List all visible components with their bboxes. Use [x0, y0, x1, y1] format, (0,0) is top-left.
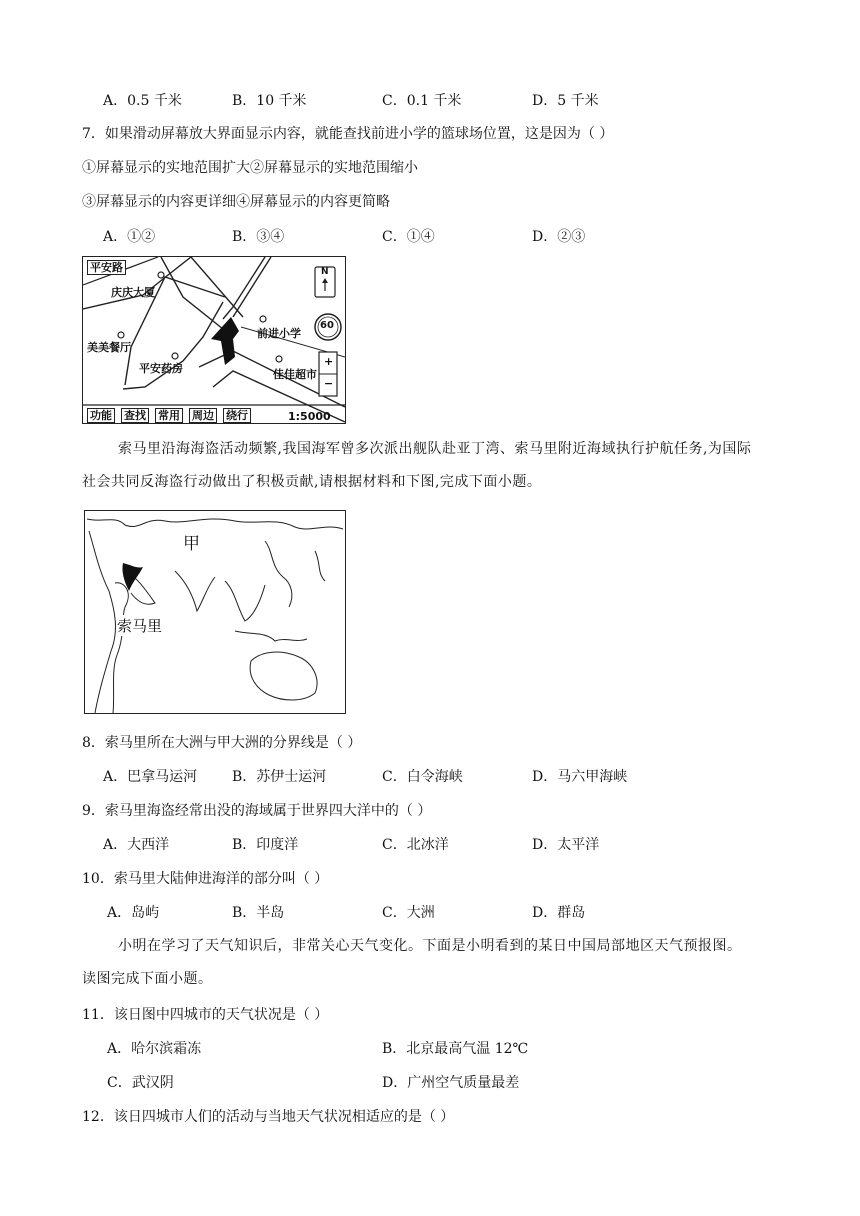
- place-jiajia-supermarket: 佳佳超市: [273, 368, 317, 381]
- map-scale: 1:5000: [288, 410, 331, 423]
- label-somalia: 索马里: [117, 617, 163, 635]
- q11-stem: 11．该日图中四城市的天气状况是（ ）: [82, 1007, 329, 1023]
- q7-statement-line-1: ①屏幕显示的实地范围扩大②屏幕显示的实地范围缩小: [82, 160, 418, 176]
- q7-option-b[interactable]: B．③④: [232, 229, 285, 245]
- weather-intro-line-2: 读图完成下面小题。: [82, 971, 213, 987]
- toolbar-favorites-button[interactable]: 常用: [155, 408, 183, 423]
- world-map-outline: [85, 511, 345, 713]
- q11-option-d[interactable]: D．广州空气质量最差: [382, 1075, 520, 1091]
- q7-statement-line-2: ③屏幕显示的内容更详细④屏幕显示的内容更简略: [82, 194, 390, 210]
- q8-option-c[interactable]: C．白令海峡: [382, 769, 463, 785]
- q9-option-a[interactable]: A．大西洋: [103, 837, 170, 853]
- q10-option-b[interactable]: B．半岛: [232, 905, 285, 921]
- road-label-pingan: 平安路: [87, 260, 126, 275]
- somalia-intro-line-2: 社会共同反海盗行动做出了积极贡献,请根据材料和下图,完成下面小题。: [82, 474, 542, 490]
- toolbar-nearby-button[interactable]: 周边: [189, 408, 217, 423]
- world-map: [84, 510, 346, 714]
- q7-stem: 7．如果滑动屏幕放大界面显示内容，就能查找前进小学的篮球场位置，这是因为（ ）: [82, 126, 614, 142]
- toolbar-function-button[interactable]: 功能: [87, 408, 115, 423]
- place-meimei-restaurant: 美美餐厅: [87, 341, 131, 354]
- speed-limit-sign: 60: [320, 320, 334, 331]
- q8-stem: 8．索马里所在大洲与甲大洲的分界线是（ ）: [82, 735, 362, 751]
- q7-option-d[interactable]: D．②③: [532, 229, 586, 245]
- north-icon: N: [321, 267, 329, 277]
- weather-intro-line-1: 小明在学习了天气知识后，非常关心天气变化。下面是小明看到的某日中国局部地区天气预报图。: [118, 938, 742, 954]
- q9-option-c[interactable]: C．北冰洋: [382, 837, 449, 853]
- q10-option-c[interactable]: C．大洲: [382, 905, 435, 921]
- q11-option-b[interactable]: B．北京最高气温 12℃: [382, 1041, 529, 1057]
- q9-stem: 9．索马里海盗经常出没的海域属于世界四大洋中的（ ）: [82, 803, 432, 819]
- label-jia: 甲: [183, 534, 200, 554]
- toolbar-search-button[interactable]: 查找: [121, 408, 149, 423]
- toolbar-detour-button[interactable]: 绕行: [223, 408, 251, 423]
- zoom-out-button[interactable]: −: [324, 377, 334, 390]
- q6-option-a[interactable]: A．0.5 千米: [103, 93, 182, 109]
- q8-option-b[interactable]: B．苏伊士运河: [232, 769, 327, 785]
- q6-option-c[interactable]: C．0.1 千米: [382, 93, 462, 109]
- q10-stem: 10．索马里大陆伸进海洋的部分叫（ ）: [82, 871, 329, 887]
- q10-option-a[interactable]: A．岛屿: [107, 905, 160, 921]
- q11-option-a[interactable]: A．哈尔滨霜冻: [107, 1041, 202, 1057]
- q9-option-d[interactable]: D．太平洋: [532, 837, 600, 853]
- q8-option-d[interactable]: D．马六甲海峡: [532, 769, 628, 785]
- q7-option-a[interactable]: A．①②: [103, 229, 156, 245]
- place-qingqing-building: 庆庆大厦: [111, 286, 155, 299]
- weather-intro: [82, 930, 782, 996]
- q8-option-a[interactable]: A．巴拿马运河: [103, 769, 198, 785]
- q12-stem: 12．该日四城市人们的活动与当地天气状况相适应的是（ ）: [82, 1109, 455, 1125]
- q9-option-b[interactable]: B．印度洋: [232, 837, 299, 853]
- place-pingan-pharmacy: 平安药房: [139, 362, 183, 375]
- somalia-intro: [82, 433, 782, 499]
- q11-option-c[interactable]: C．武汉阴: [107, 1075, 174, 1091]
- q7-option-c[interactable]: C．①④: [382, 229, 435, 245]
- q10-option-d[interactable]: D．群岛: [532, 905, 586, 921]
- zoom-in-button[interactable]: +: [324, 355, 334, 368]
- somalia-intro-line-1: 索马里沿海海盗活动频繁,我国海军曾多次派出舰队赴亚丁湾、索马里附近海域执行护航任务,为国际: [118, 441, 752, 457]
- place-qianjin-school: 前进小学: [257, 327, 301, 340]
- q6-option-b[interactable]: B．10 千米: [232, 93, 307, 109]
- q6-option-d[interactable]: D．5 千米: [532, 93, 599, 109]
- navigation-map: [82, 256, 346, 424]
